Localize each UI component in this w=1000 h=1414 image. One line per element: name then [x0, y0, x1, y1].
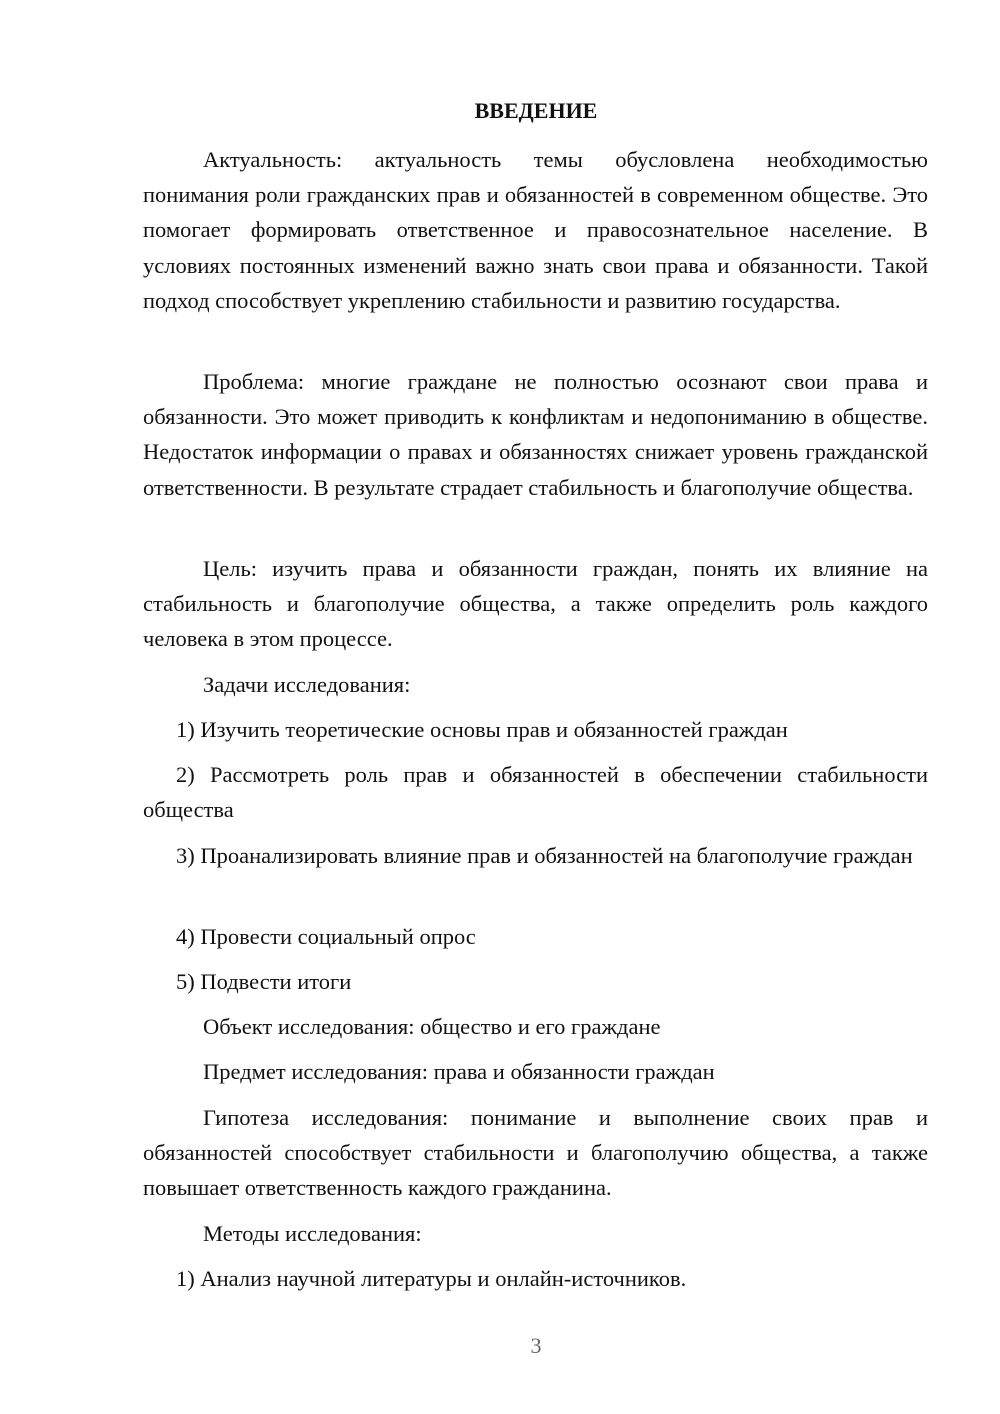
task-item-4: 4) Провести социальный опрос: [176, 924, 476, 949]
page-number: 3: [530, 1333, 542, 1358]
paragraph-relevance: Актуальность: актуальность темы обусловлена необходимостью понимания роли гражданских прав и обязанностей в современном обществе. Это помогает формировать ответственное и правосознательное население. В условиях постоянных изменений важно знать свои права и обязанности. Такой подход способствует укреплению стабильности и развитию государства.: [143, 147, 928, 313]
methods-title: Методы исследования:: [203, 1221, 422, 1246]
research-hypothesis: Гипотеза исследования: понимание и выполнение своих прав и обязанностей способствует стабильности и благополучию общества, а также повышает ответственность каждого гражданина.: [143, 1105, 928, 1201]
tasks-title: Задачи исследования:: [203, 672, 411, 697]
task-item-2: 2) Рассмотреть роль прав и обязанностей в обеспечении стабильности общества: [143, 762, 928, 823]
paragraph-goal: Цель: изучить права и обязанности граждан, понять их влияние на стабильность и благополучие общества, а также определить роль каждого человека в этом процессе.: [143, 556, 928, 652]
task-item-3: 3) Проанализировать влияние прав и обязанностей на благополучие граждан: [176, 843, 913, 868]
research-subject: Предмет исследования: права и обязанности граждан: [203, 1059, 715, 1084]
paragraph-problem: Проблема: многие граждане не полностью осознают свои права и обязанности. Это может приводить к конфликтам и недопониманию в обществе. Недостаток информации о правах и обязанностях снижает уровень гражданской ответственности. В результате страдает стабильность и благополучие общества.: [143, 369, 928, 500]
page-heading: ВВЕДЕНИЕ: [474, 98, 598, 123]
research-object: Объект исследования: общество и его граждане: [203, 1014, 661, 1039]
task-item-5: 5) Подвести итоги: [176, 969, 352, 994]
method-item-1: 1) Анализ научной литературы и онлайн-источников.: [176, 1266, 687, 1291]
task-item-1: 1) Изучить теоретические основы прав и обязанностей граждан: [176, 717, 788, 742]
